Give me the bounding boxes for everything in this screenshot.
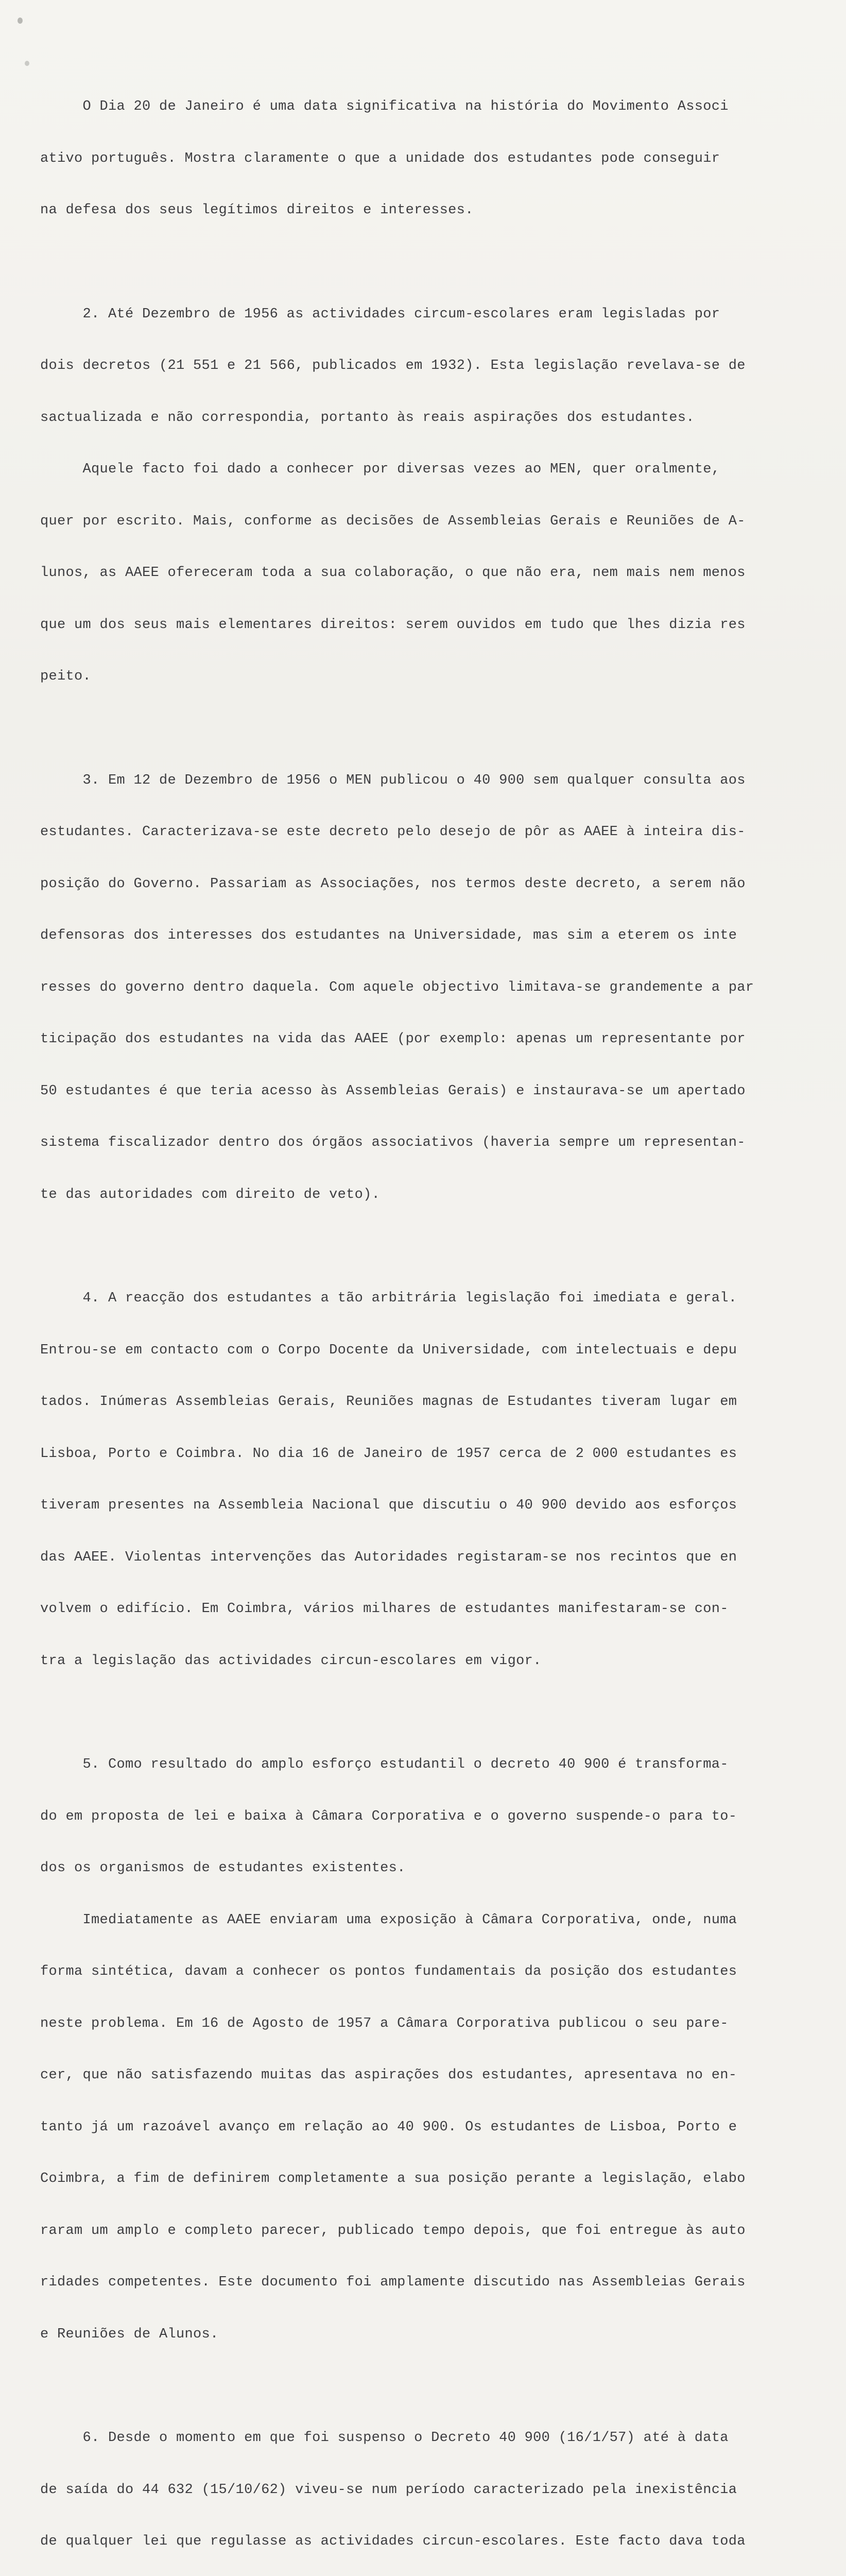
text-line: das AAEE. Violentas intervenções das Autoridades registaram-se nos recintos que en bbox=[40, 1549, 737, 1565]
text-line: tiveram presentes na Assembleia Nacional que discutiu o 40 900 devido aos esforços bbox=[40, 1498, 737, 1513]
text-line: Aquele facto foi dado a conhecer por diversas vezes ao MEN, quer oralmente, bbox=[40, 462, 720, 477]
text-line: Lisboa, Porto e Coimbra. No dia 16 de Janeiro de 1957 cerca de 2 000 estudantes es bbox=[40, 1446, 737, 1462]
section-5 bbox=[40, 1722, 802, 2378]
text-line: 5. Como resultado do amplo esforço estudantil o decreto 40 900 é transforma- bbox=[40, 1757, 729, 1772]
text-line: volvem o edifício. Em Coimbra, vários milhares de estudantes manifestaram-se con- bbox=[40, 1601, 729, 1617]
text-line: tados. Inúmeras Assembleias Gerais, Reuniões magnas de Estudantes tiveram lugar em bbox=[40, 1394, 737, 1410]
ink-spot bbox=[25, 61, 29, 66]
text-line: dois decretos (21 551 e 21 566, publicados em 1932). Esta legislação revelava-se de bbox=[40, 358, 746, 374]
text-line: que um dos seus mais elementares direitos: serem ouvidos em tudo que lhes dizia res bbox=[40, 617, 746, 633]
text-line: peito. bbox=[40, 669, 92, 684]
document-body bbox=[40, 64, 802, 2576]
text-line: Imediatamente as AAEE enviaram uma exposição à Câmara Corporativa, onde, numa bbox=[40, 1912, 737, 1928]
text-line: 2. Até Dezembro de 1956 as actividades circum-escolares eram legisladas por bbox=[40, 306, 720, 322]
text-line: de saída do 44 632 (15/10/62) viveu-se num período caracterizado pela inexistência bbox=[40, 2482, 737, 2498]
text-line: ridades competentes. Este documento foi amplamente discutido nas Assembleias Gerais bbox=[40, 2275, 746, 2290]
text-line: forma sintética, davam a conhecer os pontos fundamentais da posição dos estudantes bbox=[40, 1964, 737, 1979]
text-line: lunos, as AAEE ofereceram toda a sua colaboração, o que não era, nem mais nem menos bbox=[40, 565, 746, 581]
section-3 bbox=[40, 738, 802, 1239]
text-line: cer, que não satisfazendo muitas das aspirações dos estudantes, apresentava no en- bbox=[40, 2067, 737, 2083]
paragraph-gap bbox=[40, 720, 802, 738]
text-line: te das autoridades com direito de veto). bbox=[40, 1187, 381, 1202]
text-line: posição do Governo. Passariam as Associações, nos termos deste decreto, a serem não bbox=[40, 876, 746, 892]
text-line: tra a legislação das actividades circun-escolares em vigor. bbox=[40, 1653, 542, 1669]
paragraph-gap bbox=[40, 254, 802, 272]
text-line: sactualizada e não correspondia, portanto às reais aspirações dos estudantes. bbox=[40, 410, 695, 426]
text-line: de qualquer lei que regulasse as actividades circun-escolares. Este facto dava toda bbox=[40, 2534, 746, 2549]
text-line: raram um amplo e completo parecer, publicado tempo depois, que foi entregue às auto bbox=[40, 2223, 746, 2239]
text-line: tanto já um razoável avanço em relação ao 40 900. Os estudantes de Lisboa, Porto e bbox=[40, 2119, 737, 2135]
paragraph-gap bbox=[40, 2378, 802, 2395]
text-line: resses do governo dentro daquela. Com aquele objectivo limitava-se grandemente a par bbox=[40, 979, 754, 995]
text-line: 50 estudantes é que teria acesso às Assembleias Gerais) e instaurava-se um apertado bbox=[40, 1083, 746, 1099]
text-line: O Dia 20 de Janeiro é uma data significativa na história do Movimento Associ bbox=[40, 99, 729, 114]
ink-spot bbox=[18, 18, 23, 24]
section-6 bbox=[40, 2395, 802, 2576]
text-line: estudantes. Caracterizava-se este decreto pelo desejo de pôr as AAEE à inteira dis- bbox=[40, 824, 746, 840]
text-line: e Reuniões de Alunos. bbox=[40, 2326, 219, 2342]
intro-paragraph bbox=[40, 64, 802, 254]
text-line: na defesa dos seus legítimos direitos e interesses. bbox=[40, 202, 474, 218]
section-4 bbox=[40, 1256, 802, 1704]
paragraph-gap bbox=[40, 1238, 802, 1256]
text-line: defensoras dos interesses dos estudantes na Universidade, mas sim a eterem os inte bbox=[40, 928, 737, 943]
text-line: ticipação dos estudantes na vida das AAEE (por exemplo: apenas um representante por bbox=[40, 1031, 746, 1047]
text-line: 4. A reacção dos estudantes a tão arbitrária legislação foi imediata e geral. bbox=[40, 1291, 737, 1306]
paragraph-gap bbox=[40, 1704, 802, 1722]
text-line: quer por escrito. Mais, conforme as decisões de Assembleias Gerais e Reuniões de A- bbox=[40, 513, 746, 529]
text-line: do em proposta de lei e baixa à Câmara Corporativa e o governo suspende-o para to- bbox=[40, 1808, 737, 1824]
text-line: Entrou-se em contacto com o Corpo Docente da Universidade, com intelectuais e depu bbox=[40, 1342, 737, 1358]
text-line: ativo português. Mostra claramente o que a unidade dos estudantes pode conseguir bbox=[40, 150, 720, 166]
text-line: neste problema. Em 16 de Agosto de 1957 a Câmara Corporativa publicou o seu pare- bbox=[40, 2015, 729, 2031]
text-line: 3. Em 12 de Dezembro de 1956 o MEN publicou o 40 900 sem qualquer consulta aos bbox=[40, 772, 746, 788]
section-2 bbox=[40, 272, 802, 720]
text-line: 6. Desde o momento em que foi suspenso o Decreto 40 900 (16/1/57) até à data bbox=[40, 2430, 729, 2446]
text-line: dos os organismos de estudantes existentes. bbox=[40, 1860, 406, 1876]
text-line: Coimbra, a fim de definirem completamente a sua posição perante a legislação, elabo bbox=[40, 2171, 746, 2187]
text-line: sistema fiscalizador dentro dos órgãos associativos (haveria sempre um representan- bbox=[40, 1135, 746, 1150]
